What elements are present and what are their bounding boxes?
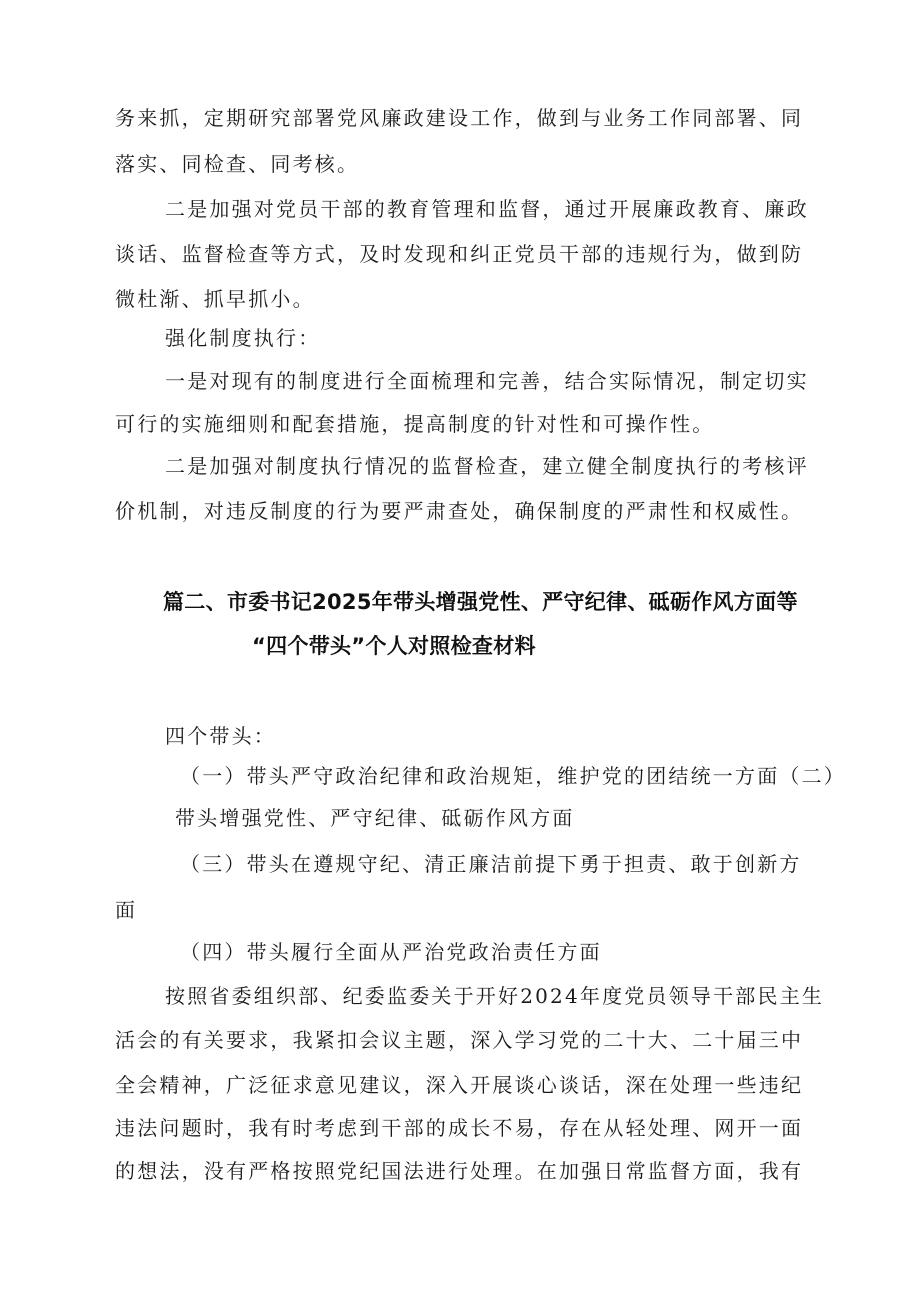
paragraph-line: 面 <box>115 898 138 922</box>
paragraph-line: 谈话、监督检查等方式，及时发现和纠正党员干部的违规行为，做到防 <box>115 242 804 266</box>
paragraph-line: 二是加强对党员干部的教育管理和监督，通过开展廉政教育、廉政 <box>165 197 809 221</box>
paragraph-line: 务来抓，定期研究部署党风廉政建设工作，做到与业务工作同部署、同 <box>115 106 804 130</box>
paragraph-line: 违法问题时，我有时考虑到干部的成长不易，存在从轻处理、网开一面 <box>115 1116 804 1140</box>
paragraph-line: （三）带头在遵规守纪、清正廉洁前提下勇于担责、敢于创新方 <box>180 852 802 876</box>
paragraph-line: 价机制，对违反制度的行为要严肃查处，确保制度的严肃性和权威性。 <box>115 499 804 523</box>
paragraph-line: 的想法，没有严格按照党纪国法进行处理。在加强日常监督方面，我有 <box>115 1159 804 1183</box>
paragraph-line: （一）带头严守政治纪律和政治规矩，维护党的团结统一方面（二） <box>180 764 846 788</box>
paragraph-line: 按照省委组织部、纪委监委关于开好2024年度党员领导干部民主生 <box>165 984 825 1008</box>
section-heading-line1: 篇二、市委书记2025年带头增强党性、严守纪律、砥砺作风方面等 <box>163 590 798 614</box>
paragraph-line: 一是对现有的制度进行全面梳理和完善，结合实际情况，制定切实 <box>165 369 809 393</box>
paragraph-line: 强化制度执行： <box>165 326 321 350</box>
paragraph-line: 微杜渐、抓早抓小。 <box>115 287 315 311</box>
paragraph-line: 全会精神，广泛征求意见建议，深入开展谈心谈话，深在处理一些违纪 <box>115 1073 804 1097</box>
paragraph-line: （四）带头履行全面从严治党政治责任方面 <box>180 940 602 964</box>
paragraph-line: 二是加强对制度执行情况的监督检查，建立健全制度执行的考核评 <box>165 454 809 478</box>
paragraph-line: 带头增强党性、严守纪律、砥砺作风方面 <box>175 806 575 830</box>
paragraph-line: 可行的实施细则和配套措施，提高制度的针对性和可操作性。 <box>115 412 715 436</box>
paragraph-line: 活会的有关要求，我紧扣会议主题，深入学习党的二十大、二十届三中 <box>115 1028 804 1052</box>
paragraph-line: 四个带头： <box>165 724 276 748</box>
paragraph-line: 落实、同检查、同考核。 <box>115 152 360 176</box>
section-heading-line2: “四个带头”个人对照检查材料 <box>252 634 536 658</box>
